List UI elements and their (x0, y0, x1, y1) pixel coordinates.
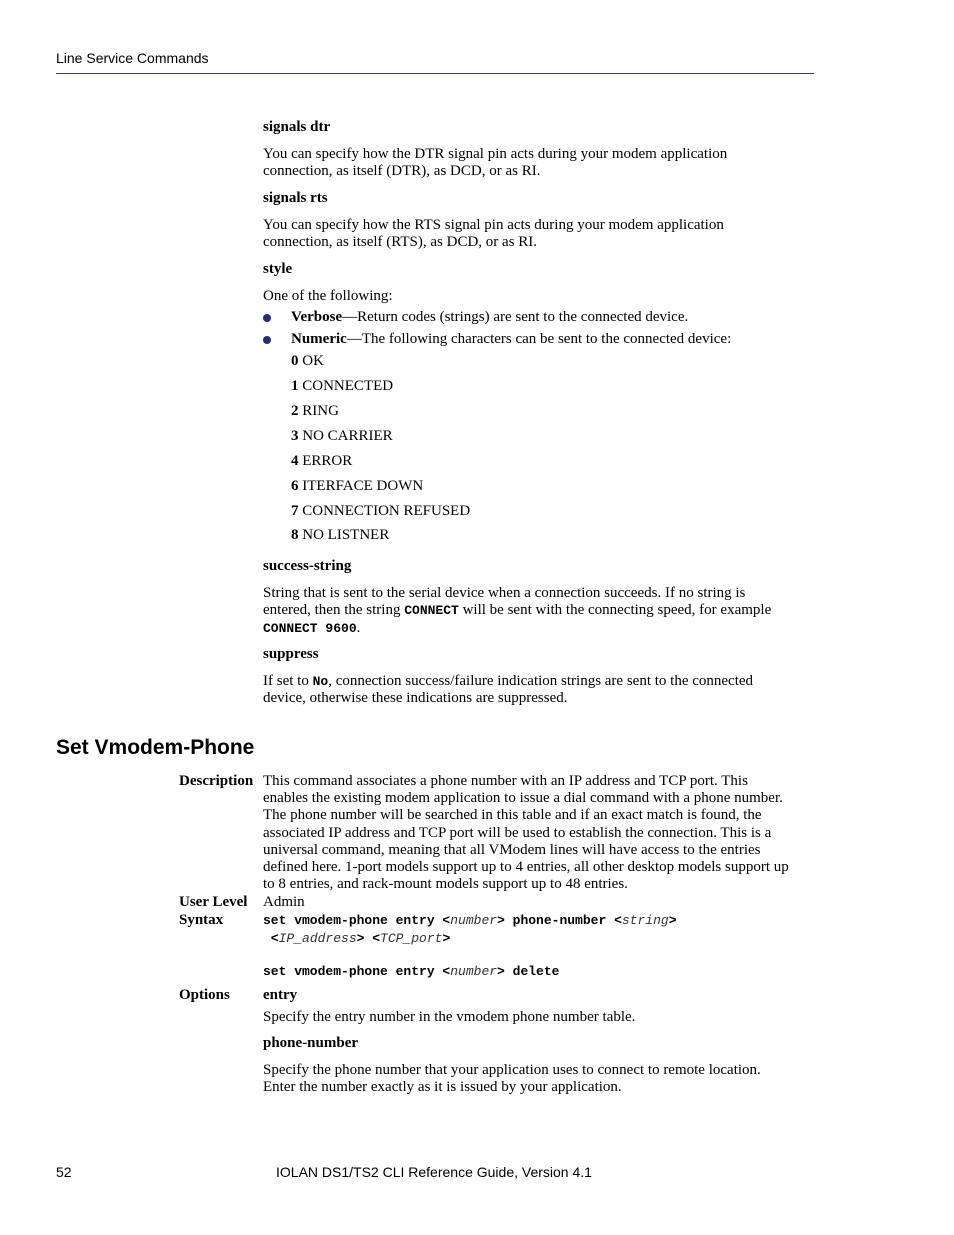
description-line: enables the existing modem application to issue a dial command with a phone number. (263, 790, 783, 807)
user-level-value: Admin (263, 894, 305, 910)
option-desc-line: You can specify how the RTS signal pin acts during your modem application (263, 216, 724, 233)
syntax-keyword: > (668, 913, 677, 928)
inline-code: CONNECT 9600 (263, 620, 357, 636)
syntax-line (263, 912, 815, 930)
result-code-item (291, 378, 393, 396)
option-term: signals rts (263, 190, 328, 206)
syntax-command-2 (263, 963, 815, 981)
result-code-number: 6 (291, 478, 299, 494)
syntax-arg: IP_address (278, 930, 357, 946)
bullet-rest: —The following characters can be sent to the connected device: (346, 331, 732, 347)
syntax-keyword: set vmodem-phone entry < (263, 964, 451, 979)
description-body (263, 773, 823, 893)
result-code-item (291, 478, 423, 496)
syntax-keyword: > < (356, 930, 381, 946)
footer-doc-title: IOLAN DS1/TS2 CLI Reference Guide, Version 4.1 (276, 1164, 592, 1180)
user-level-label: User Level (179, 894, 248, 910)
result-code-number: 0 (291, 353, 299, 369)
bullet-text (291, 309, 688, 327)
inline-code: CONNECT (404, 603, 459, 618)
option-desc-line: device, otherwise these indications are suppressed. (263, 690, 568, 706)
result-code-text: ERROR (298, 453, 353, 469)
description-line: to 8 entries, and rack-mount models support up to 48 entries. (263, 876, 628, 893)
result-code-number: 2 (291, 403, 299, 419)
options-label: Options (179, 987, 230, 1003)
result-code-number: 1 (291, 378, 299, 394)
result-code-text: NO LISTNER (298, 527, 390, 543)
bullet-bold: Numeric (291, 331, 347, 347)
option-desc-line: Enter the number exactly as it is issued by your application. (263, 1079, 622, 1095)
syntax-keyword: < (263, 930, 279, 946)
result-code-item (291, 503, 470, 521)
text-segment: . (356, 619, 361, 636)
option-phone-number (263, 1035, 815, 1097)
option-desc-line (263, 602, 815, 620)
result-code-text: OK (298, 353, 324, 369)
result-code-text: ITERFACE DOWN (298, 478, 424, 494)
bullet-icon (263, 314, 271, 322)
bullet-icon (263, 336, 271, 344)
syntax-arg: number (450, 913, 498, 928)
option-desc-line: connection, as itself (RTS), as DCD, or as RI. (263, 234, 538, 250)
option-desc-line: String that is sent to the serial device when a connection succeeds. If no string is (263, 584, 746, 601)
description-line: associated IP address and TCP port will be used to establish the connection. This is a (263, 824, 772, 841)
option-term: signals dtr (263, 119, 331, 135)
result-code-number: 8 (291, 527, 299, 543)
syntax-keyword: > phone-number < (497, 913, 622, 928)
option-desc-line: You can specify how the DTR signal pin acts during your modem application (263, 145, 728, 162)
syntax-line (263, 963, 815, 981)
option-desc-line: Specify the phone number that your application uses to connect to remote location. (263, 1061, 761, 1078)
syntax-label: Syntax (179, 912, 224, 928)
running-header: Line Service Commands (56, 50, 209, 66)
text-segment: , connection success/failure indication strings are sent to the connected (328, 672, 754, 689)
syntax-keyword: set vmodem-phone entry < (263, 913, 451, 928)
result-code-text: RING (298, 403, 339, 419)
bullet-text (291, 331, 731, 349)
option-signals-dtr (263, 119, 815, 181)
inline-code: No (312, 673, 329, 689)
option-term: success-string (263, 558, 352, 574)
option-intro: One of the following: (263, 287, 393, 304)
result-code-text: NO CARRIER (298, 428, 393, 444)
description-line: universal command, meaning that all VModem lines will have access to the entries (263, 841, 761, 858)
description-line: defined here. 1-port models support up to 4 entries, all other desktop models support up (263, 859, 789, 876)
option-desc-line (263, 620, 815, 638)
result-code-text: CONNECTED (298, 378, 394, 394)
result-code-item (291, 428, 393, 446)
option-signals-rts (263, 190, 815, 252)
result-code-item (291, 353, 324, 371)
syntax-command-1 (263, 912, 815, 947)
result-code-item (291, 527, 389, 545)
text-segment: will be sent with the connecting speed, for example (458, 602, 772, 618)
bullet-bold: Verbose (291, 309, 343, 325)
result-code-item (291, 403, 339, 421)
bullet-rest: —Return codes (strings) are sent to the connected device. (342, 309, 689, 325)
syntax-arg: TCP_port (380, 930, 443, 946)
page-number: 52 (56, 1164, 72, 1180)
syntax-line (263, 930, 815, 948)
description-line: This command associates a phone number with an IP address and TCP port. This (263, 773, 748, 789)
text-segment: entered, then the string (263, 602, 405, 618)
text-segment: If set to (263, 672, 313, 689)
description-label: Description (179, 773, 254, 789)
option-term: phone-number (263, 1035, 359, 1051)
option-term: entry (263, 987, 298, 1003)
syntax-arg: string (621, 913, 669, 928)
syntax-arg: number (450, 964, 498, 979)
section-title: Set Vmodem-Phone (56, 736, 255, 759)
option-term: style (263, 261, 293, 277)
option-desc-line: Specify the entry number in the vmodem phone number table. (263, 1008, 636, 1025)
option-term: suppress (263, 646, 319, 662)
syntax-keyword: > (442, 930, 451, 946)
option-success-string (263, 558, 815, 637)
result-code-number: 4 (291, 453, 299, 469)
option-entry (263, 987, 815, 1026)
description-line: The phone number will be searched in this table and if an exact match is found, the (263, 807, 762, 824)
option-desc-line: connection, as itself (DTR), as DCD, or as RI. (263, 163, 541, 179)
option-style (263, 261, 815, 305)
result-code-number: 7 (291, 503, 299, 519)
result-code-text: CONNECTION REFUSED (298, 503, 471, 519)
option-desc-line (263, 673, 815, 691)
result-code-item (291, 453, 352, 471)
result-code-number: 3 (291, 428, 299, 444)
option-suppress (263, 646, 815, 708)
header-rule (56, 73, 814, 74)
syntax-keyword: > delete (497, 964, 560, 979)
